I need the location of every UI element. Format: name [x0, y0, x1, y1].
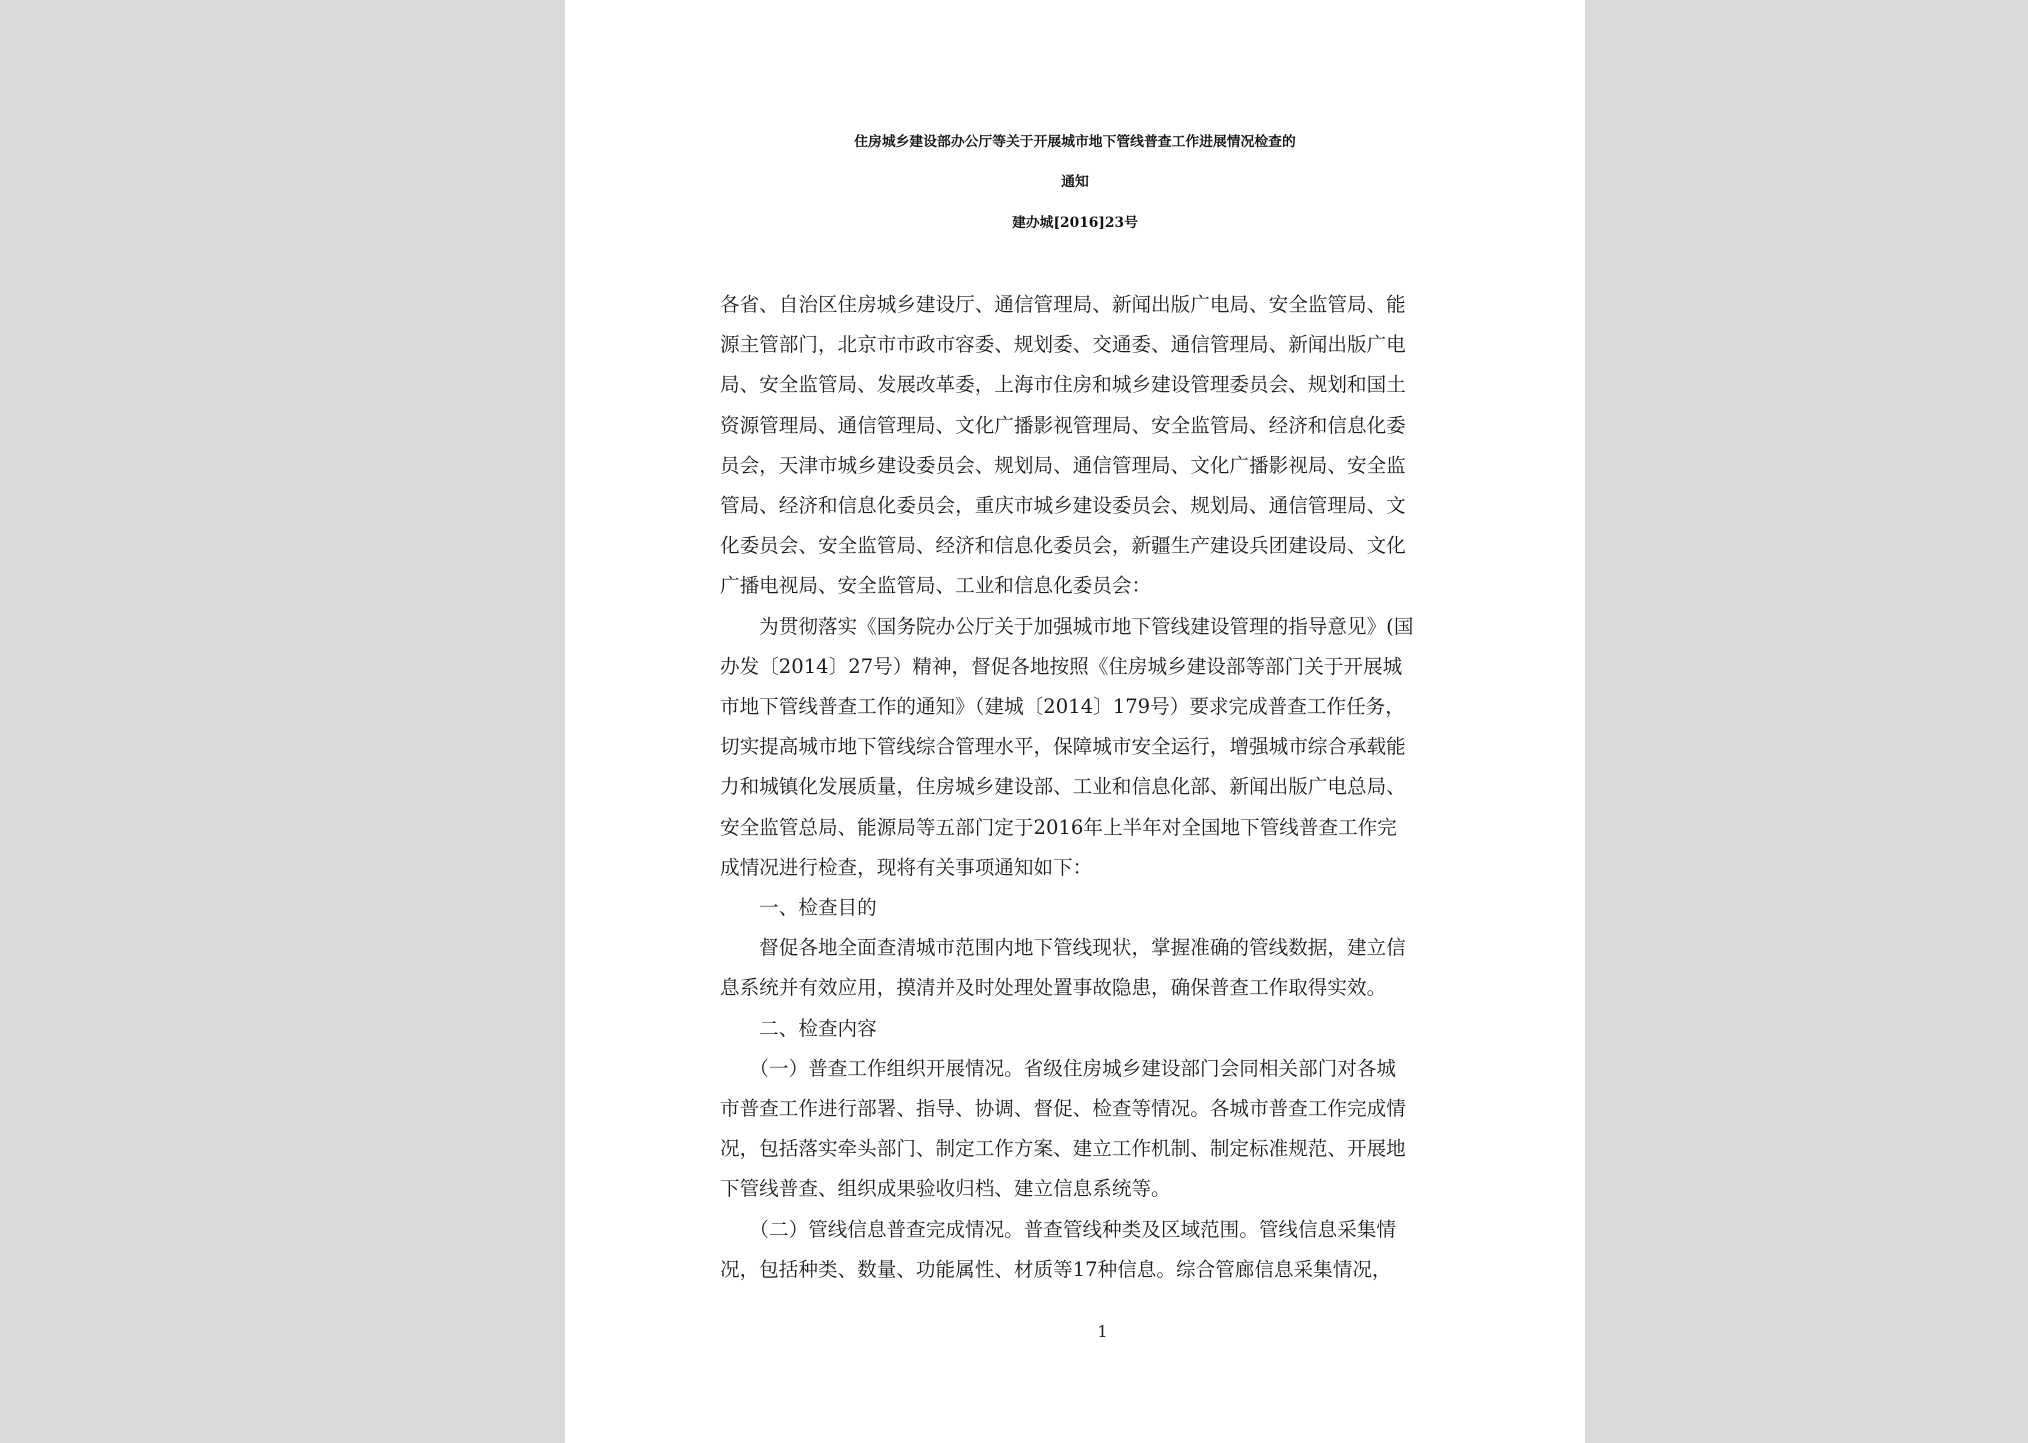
title-line-2: 通知 — [1061, 174, 1089, 190]
body-line: 化委员会、安全监管局、经济和信息化委员会，新疆生产建设兵团建设局、文化 — [720, 534, 1406, 558]
body-line: 安全监管总局、能源局等五部门定于2016年上半年对全国地下管线普查工作完 — [720, 815, 1397, 839]
body-line: 源主管部门，北京市市政市容委、规划委、交通委、通信管理局、新闻出版广电 — [720, 333, 1406, 357]
body-line: 况，包括种类、数量、功能属性、材质等17种信息。综合管廊信息采集情况， — [720, 1257, 1392, 1281]
body-line: 资源管理局、通信管理局、文化广播影视管理局、安全监管局、经济和信息化委 — [720, 413, 1406, 437]
body-line: 况，包括落实牵头部门、制定工作方案、建立工作机制、制定标准规范、开展地 — [720, 1137, 1406, 1161]
body-line: 市地下管线普查工作的通知》（建城〔2014〕179号）要求完成普查工作任务， — [720, 695, 1405, 718]
body-line: 广播电视局、安全监管局、工业和信息化委员会： — [720, 574, 1152, 598]
document-page — [565, 0, 1585, 1443]
body-line: 成情况进行检查，现将有关事项通知如下： — [720, 855, 1093, 879]
body-line: （一）普查工作组织开展情况。省级住房城乡建设部门会同相关部门对各城 — [720, 1056, 1396, 1080]
body-line: 为贯彻落实《国务院办公厅关于加强城市地下管线建设管理的指导意见》(国 — [720, 614, 1414, 638]
page-number: 1 — [1097, 1322, 1108, 1341]
body-line: 二、检查内容 — [720, 1016, 877, 1040]
body-line: 一、检查目的 — [720, 896, 877, 919]
body-line: 息系统并有效应用，摸清并及时处理处置事故隐患，确保普查工作取得实效。 — [720, 976, 1387, 1000]
body-line: 局、安全监管局、发展改革委，上海市住房和城乡建设管理委员会、规划和国土 — [720, 373, 1406, 397]
body-line: 管局、经济和信息化委员会，重庆市城乡建设委员会、规划局、通信管理局、文 — [720, 494, 1406, 517]
body-line: 下管线普查、组织成果验收归档、建立信息系统等。 — [720, 1177, 1171, 1201]
title-line-1: 住房城乡建设部办公厅等关于开展城市地下管线普查工作进展情况检查的 — [854, 134, 1296, 150]
body-line: 力和城镇化发展质量，住房城乡建设部、工业和信息化部、新闻出版广电总局、 — [720, 775, 1406, 799]
body-line: （二）管线信息普查完成情况。普查管线种类及区域范围。管线信息采集情 — [720, 1217, 1396, 1241]
body-line: 员会，天津市城乡建设委员会、规划局、通信管理局、文化广播影视局、安全监 — [720, 453, 1406, 477]
document-number: 建办城[2016]23号 — [1012, 215, 1138, 231]
body-line: 督促各地全面查清城市范围内地下管线现状，掌握准确的管线数据，建立信 — [720, 936, 1406, 960]
body-line: 市普查工作进行部署、指导、协调、督促、检查等情况。各城市普查工作完成情 — [720, 1097, 1406, 1120]
body-line: 切实提高城市地下管线综合管理水平，保障城市安全运行，增强城市综合承载能 — [720, 735, 1406, 759]
body-line: 办发〔2014〕27号）精神，督促各地按照《住房城乡建设部等部门关于开展城 — [720, 654, 1403, 678]
body-line: 各省、自治区住房城乡建设厅、通信管理局、新闻出版广电局、安全监管局、能 — [720, 293, 1406, 316]
